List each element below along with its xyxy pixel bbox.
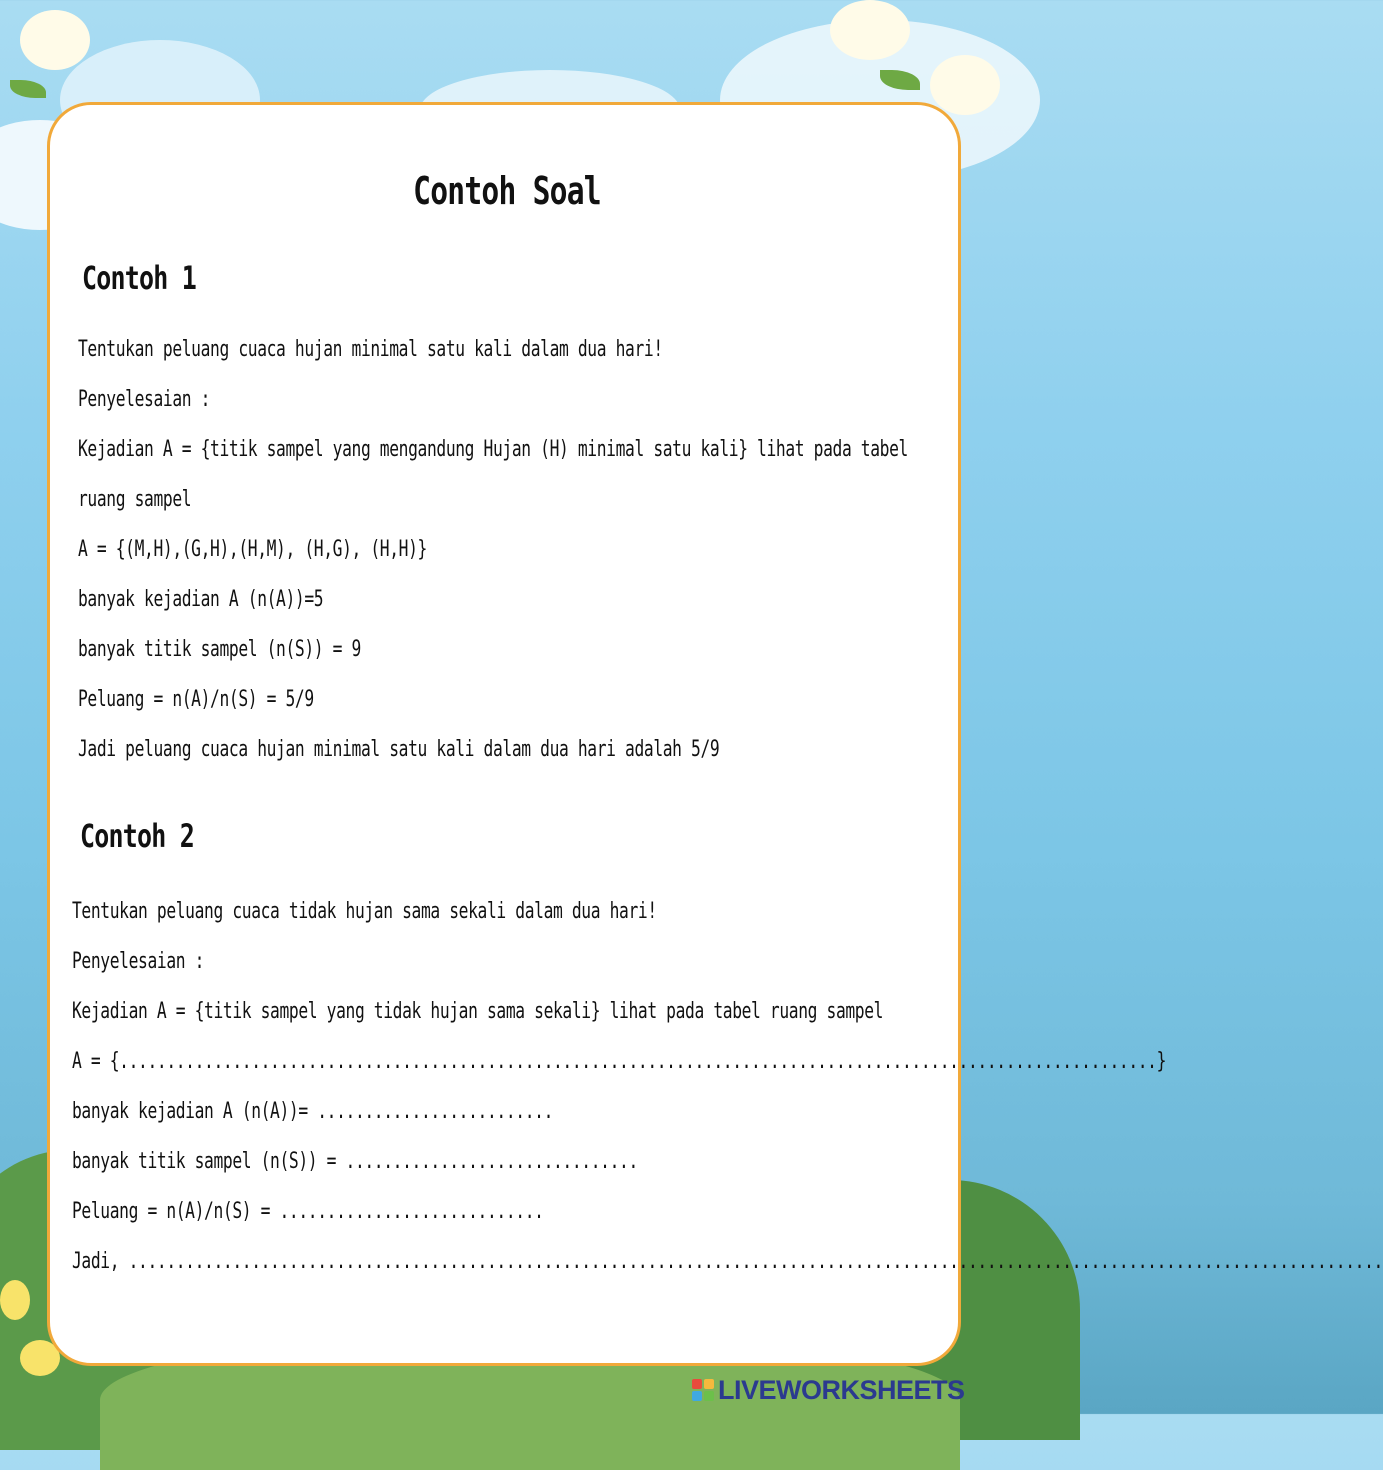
contoh-1-line: banyak titik sampel (n(S)) = 9 [78, 637, 361, 662]
contoh-1-line: Tentukan peluang cuaca hujan minimal satu kali dalam dua hari! [78, 337, 663, 362]
contoh-1-line: Peluang = n(A)/n(S) = 5/9 [78, 687, 314, 712]
answer-blank-n-a[interactable]: banyak kejadian A (n(A))= ......................... [72, 1099, 554, 1124]
answer-blank-n-s[interactable]: banyak titik sampel (n(S)) = ............................... [72, 1149, 638, 1174]
contoh-1-line: ruang sampel [78, 487, 192, 512]
contoh-2-line: Kejadian A = {titik sampel yang tidak hujan sama sekali} lihat pada tabel ruang sampel [72, 999, 884, 1024]
worksheet-card [47, 102, 1383, 1366]
answer-blank-peluang[interactable]: Peluang = n(A)/n(S) = ............................ [72, 1199, 544, 1224]
liveworksheets-watermark [692, 1374, 965, 1406]
answer-blank-jadi[interactable]: Jadi, ..................................................................................................................................... [72, 1249, 1383, 1274]
liveworksheets-logo-icon [692, 1379, 714, 1401]
contoh-1-heading: Contoh 1 [82, 259, 196, 297]
contoh-1-line: A = {(M,H),(G,H),(H,M), (H,G), (H,H)} [78, 537, 427, 562]
page-title: Contoh Soal [413, 169, 601, 213]
cotton-flower-icon [830, 0, 910, 60]
cotton-flower-icon [20, 10, 90, 70]
cotton-flower-icon [930, 55, 1000, 115]
contoh-1-line: Jadi peluang cuaca hujan minimal satu kali dalam dua hari adalah 5/9 [78, 737, 720, 762]
yellow-flower-icon [0, 1280, 30, 1320]
contoh-1-line: banyak kejadian A (n(A))=5 [78, 587, 324, 612]
answer-blank-a[interactable]: A = {..............................................................................................................} [72, 1049, 1167, 1074]
contoh-2-heading: Contoh 2 [80, 817, 194, 855]
watermark-text: LIVEWORKSHEETS [718, 1374, 965, 1405]
contoh-1-line: Kejadian A = {titik sampel yang mengandung Hujan (H) minimal satu kali} lihat pada tabel [78, 437, 908, 462]
contoh-1-line: Penyelesaian : [78, 387, 211, 412]
contoh-2-line: Tentukan peluang cuaca tidak hujan sama sekali dalam dua hari! [72, 899, 657, 924]
contoh-2-line: Penyelesaian : [72, 949, 205, 974]
